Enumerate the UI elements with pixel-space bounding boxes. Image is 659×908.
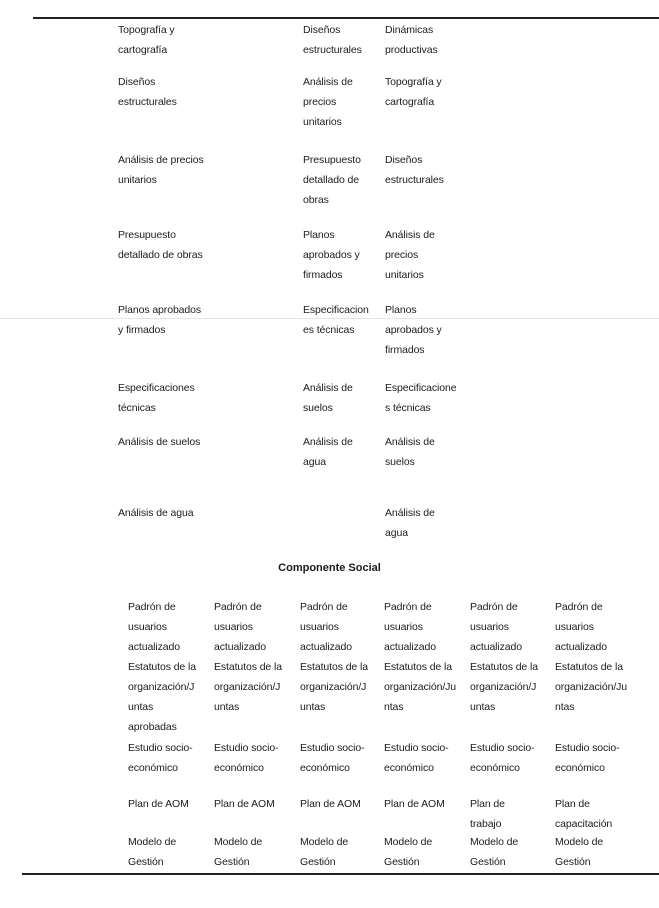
- table-cell: Planos aprobados y firmados: [303, 229, 360, 281]
- bottom-rule: [22, 873, 659, 875]
- table-cell: Padrón de usuarios actualizado: [470, 601, 523, 653]
- table-cell: Estatutos de la organización/J untas: [300, 661, 368, 713]
- top-rule: [33, 17, 659, 19]
- table-cell: Análisis de suelos: [385, 436, 435, 468]
- table-cell: Análisis de suelos: [303, 382, 353, 414]
- table-cell: Padrón de usuarios actualizado: [555, 601, 608, 653]
- table-cell: Análisis de agua: [118, 507, 194, 519]
- table-cell: Planos aprobados y firmados: [385, 304, 442, 356]
- table-cell: Estatutos de la organización/J untas aprobadas: [128, 661, 196, 733]
- table-cell: Plan de AOM: [384, 798, 445, 810]
- table-cell: Plan de AOM: [214, 798, 275, 810]
- table-cell: Modelo de Gestión: [384, 836, 433, 868]
- table-cell: Especificacion es técnicas: [303, 304, 369, 336]
- table-cell: Especificaciones técnicas: [118, 382, 195, 414]
- table-cell: Presupuesto detallado de obras: [118, 229, 203, 261]
- table-cell: Análisis de precios unitarios: [118, 154, 204, 186]
- table-cell: Estudio socio- económico: [470, 742, 535, 774]
- table-cell: Topografía y cartografía: [118, 24, 175, 56]
- table-cell: Plan de trabajo: [470, 798, 505, 830]
- table-cell: Análisis de precios unitarios: [303, 76, 353, 128]
- table-cell: Diseños estructurales: [303, 24, 362, 56]
- table-cell: Plan de AOM: [300, 798, 361, 810]
- table-cell: Plan de AOM: [128, 798, 189, 810]
- table-cell: Análisis de precios unitarios: [385, 229, 435, 281]
- table-cell: Estudio socio- económico: [214, 742, 279, 774]
- table-cell: Modelo de Gestión: [470, 836, 519, 868]
- table-cell: Dinámicas productivas: [385, 24, 438, 56]
- table-cell: Análisis de suelos: [118, 436, 201, 448]
- table-cell: Estudio socio- económico: [384, 742, 449, 774]
- table-cell: Estudio socio- económico: [300, 742, 365, 774]
- table-cell: Modelo de Gestión: [214, 836, 263, 868]
- table-cell: Especificacione s técnicas: [385, 382, 457, 414]
- table-cell: Presupuesto detallado de obras: [303, 154, 361, 206]
- table-cell: Estudio socio- económico: [128, 742, 193, 774]
- table-cell: Estatutos de la organización/J untas: [470, 661, 538, 713]
- table-cell: Diseños estructurales: [385, 154, 444, 186]
- table-cell: Padrón de usuarios actualizado: [384, 601, 437, 653]
- table-cell: Planos aprobados y firmados: [118, 304, 202, 336]
- table-cell: Modelo de Gestión: [555, 836, 604, 868]
- table-cell: Padrón de usuarios actualizado: [214, 601, 267, 653]
- table-cell: Padrón de usuarios actualizado: [300, 601, 353, 653]
- table-cell: Estatutos de la organización/J untas: [214, 661, 282, 713]
- table-cell: Estatutos de la organización/Ju ntas: [384, 661, 457, 713]
- table-cell: Padrón de usuarios actualizado: [128, 601, 181, 653]
- table-cell: Análisis de agua: [303, 436, 353, 468]
- table-cell: Modelo de Gestión: [128, 836, 177, 868]
- table-cell: Análisis de agua: [385, 507, 435, 539]
- table-cell: Diseños estructurales: [118, 76, 177, 108]
- section-heading: Componente Social: [278, 562, 381, 574]
- table-cell: Plan de capacitación: [555, 798, 613, 830]
- table-cell: Modelo de Gestión: [300, 836, 349, 868]
- table-cell: Topografía y cartografía: [385, 76, 442, 108]
- table-cell: Estudio socio- económico: [555, 742, 620, 774]
- table-cell: Estatutos de la organización/Ju ntas: [555, 661, 628, 713]
